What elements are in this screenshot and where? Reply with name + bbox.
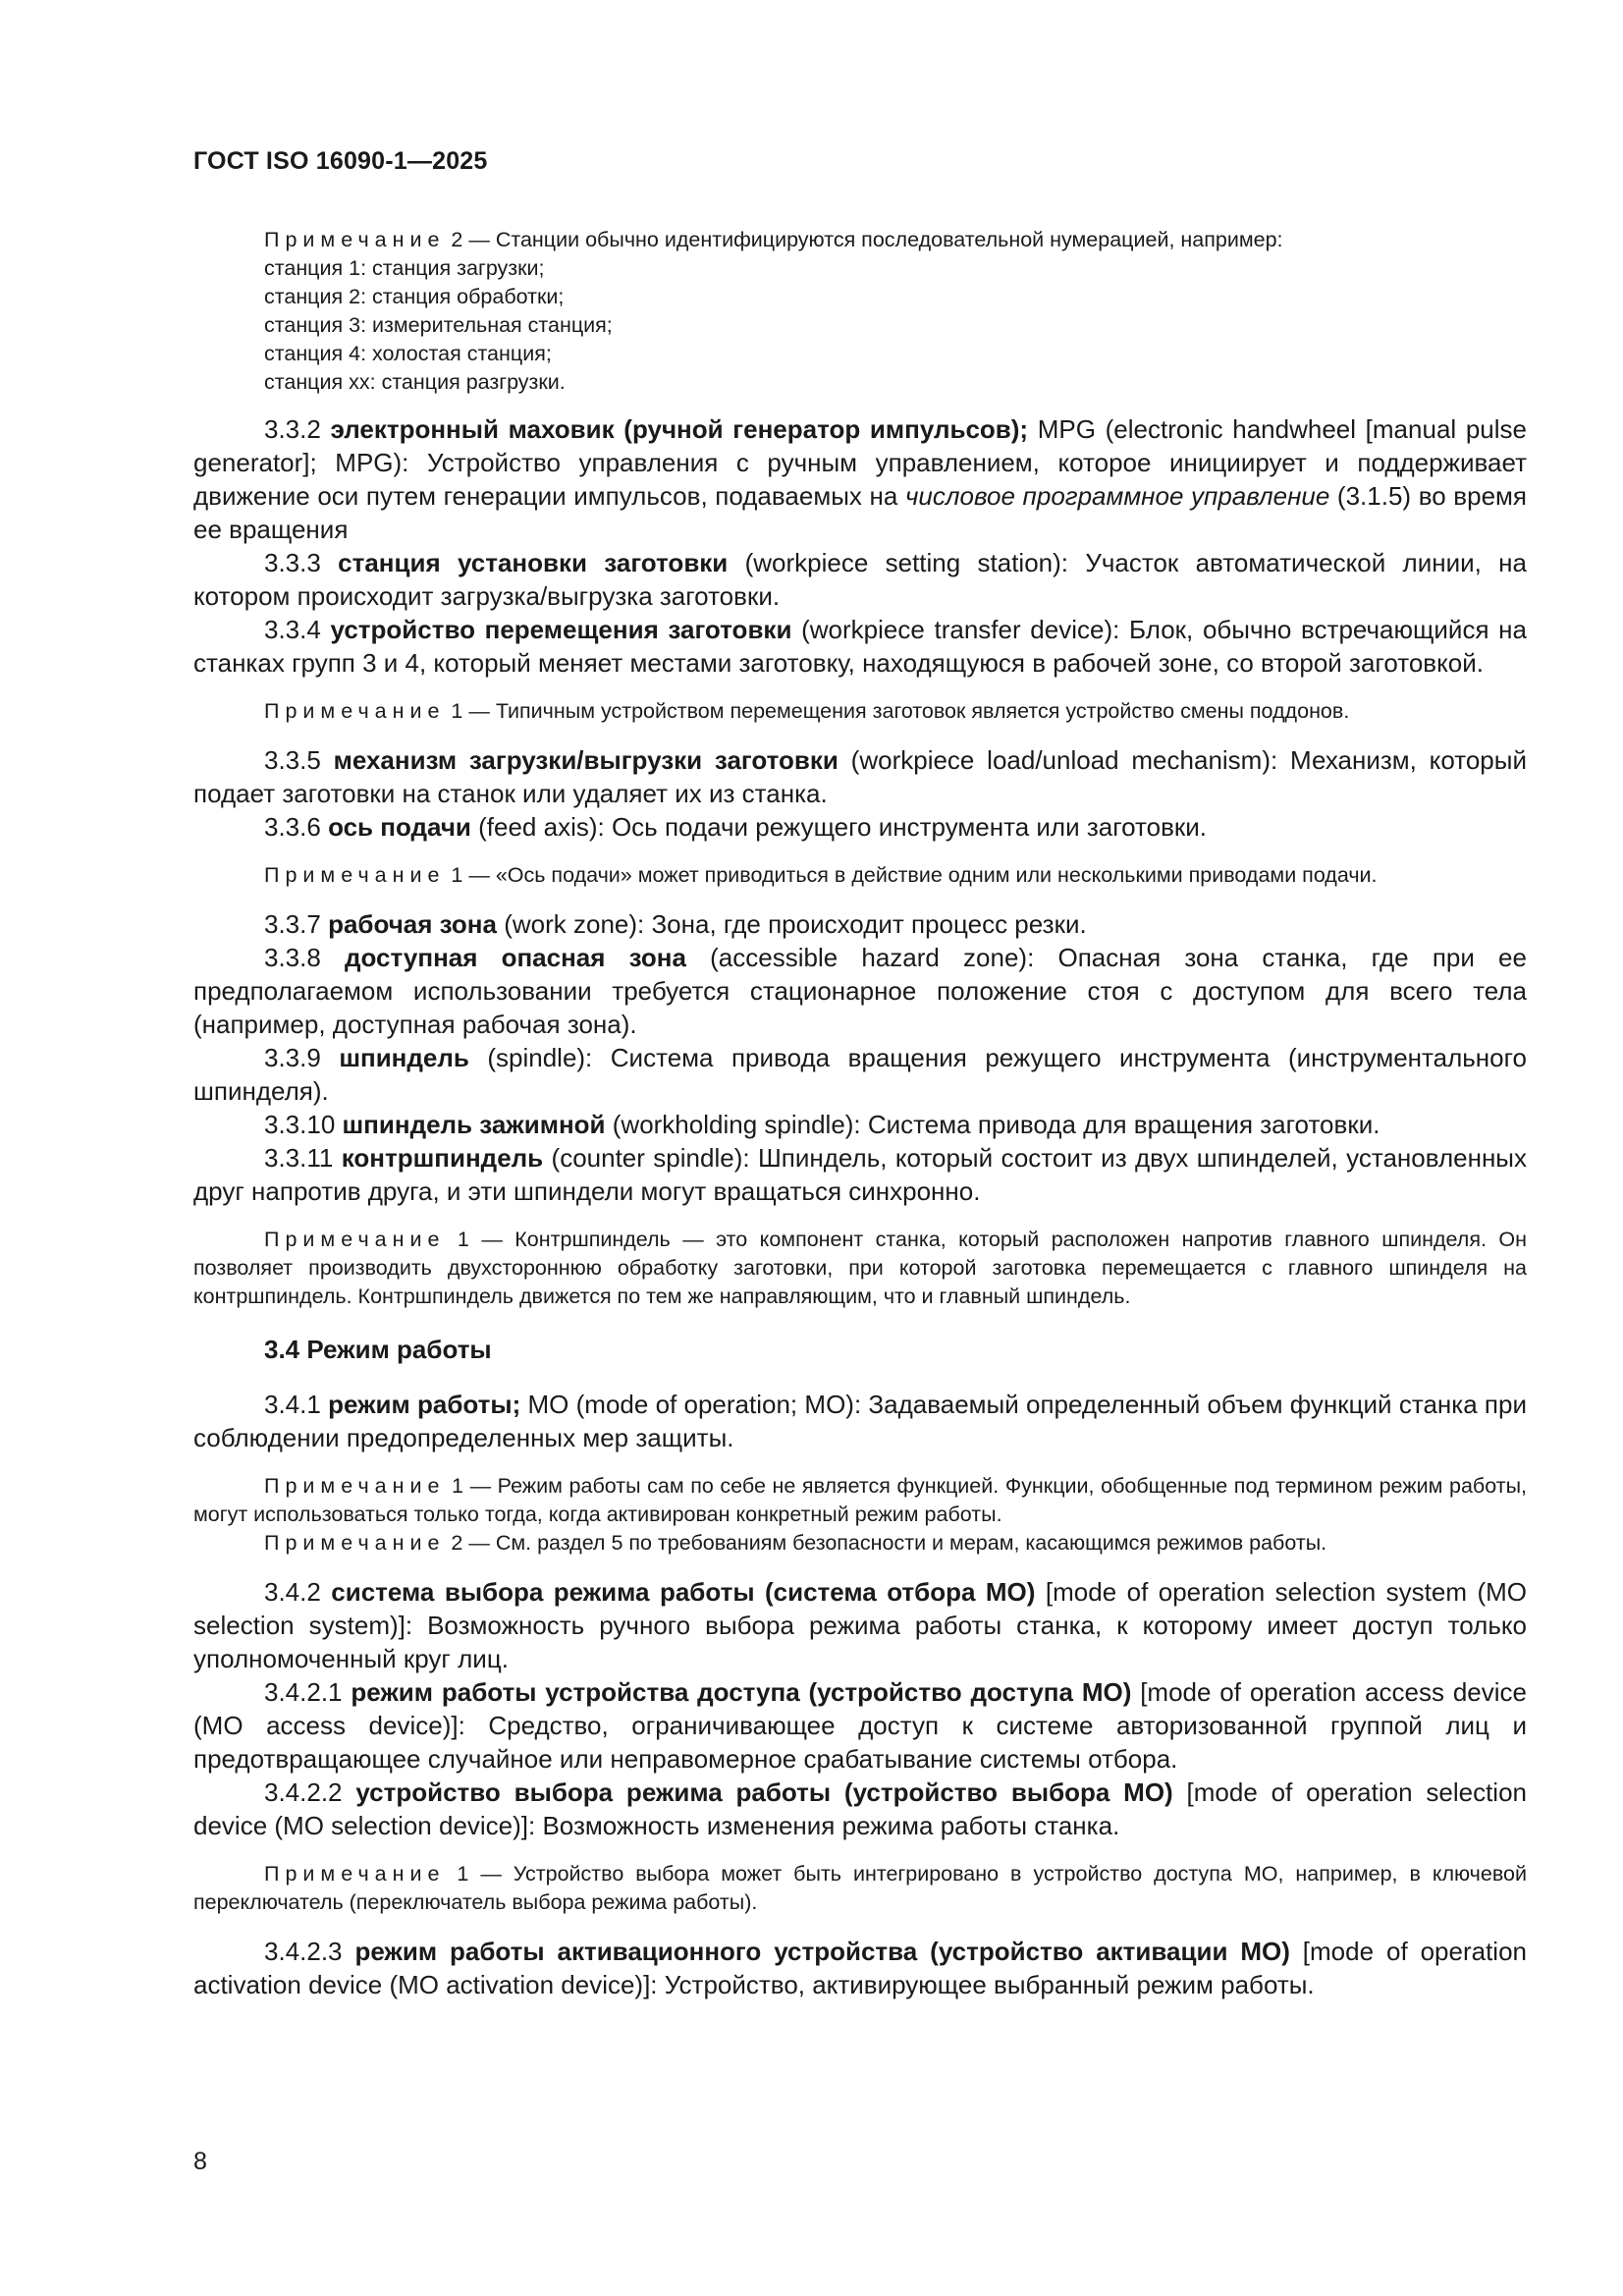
term-3-4-2-3 [193, 1935, 1527, 2001]
term-3-4-2-1 [193, 1675, 1527, 1776]
term-number: 3.3.8 [264, 943, 346, 972]
term-number: 3.3.10 [264, 1110, 343, 1139]
term-number: 3.3.4 [264, 615, 331, 644]
term-definition: (workpiece load/unload mechanism): Механизм, который подает заготовки на станок или удаляет их из станка. [193, 745, 1527, 808]
note-line [264, 226, 1527, 254]
note-label: Примечание [264, 863, 446, 887]
note-line: станция 4: холостая станция; [264, 342, 552, 365]
term-3-4-2 [193, 1575, 1527, 1675]
term-title: шпиндель зажимной [342, 1110, 606, 1139]
document-header: ГОСТ ISO 16090-1—2025 [193, 147, 488, 175]
note-label: Примечание [264, 1862, 446, 1886]
term-title: режим работы активационного устройства (устройство активации МО) [354, 1937, 1290, 1966]
term-title: устройство перемещения заготовки [330, 615, 792, 644]
term-definition: [mode of operation selection device (MO selection device)]: Возможность изменения режима работы станка. [193, 1777, 1528, 1840]
term-title: рабочая зона [328, 909, 497, 939]
term-3-3-2 [193, 412, 1527, 546]
note-label: Примечание [264, 228, 446, 251]
term-3-3-6 [193, 810, 1527, 844]
term-3-4-1 [193, 1388, 1527, 1454]
note-text: 1 — «Ось подачи» может приводиться в действие одним или несколькими приводами подачи. [445, 863, 1378, 887]
term-number: 3.3.6 [264, 812, 329, 842]
term-title: режим работы устройства доступа (устройство доступа МО) [351, 1677, 1132, 1707]
note-text: 1 — Режим работы сам по себе не является функцией. Функции, обобщенные под термином режим работы, могут использоваться только тогда, когда активирован конкретный режим работы. [193, 1474, 1527, 1526]
note-3-3-6 [193, 861, 1527, 890]
term-definition: (spindle): Система привода вращения режущего инструмента (инструментального шпинделя). [193, 1043, 1527, 1106]
note-3-4-1-b [193, 1529, 1527, 1558]
term-3-3-5 [193, 743, 1527, 810]
note-3-3-11 [193, 1226, 1527, 1311]
note-3-3-4 [193, 697, 1527, 726]
term-number: 3.3.2 [264, 414, 331, 444]
term-definition: МО (mode of operation; МО): Задаваемый определенный объем функций станка при соблюдении предопределенных мер защиты. [193, 1390, 1527, 1452]
term-definition: (workpiece transfer device): Блок, обычно встречающийся на станках групп 3 и 4, который меняет местами заготовку, находящуюся в рабочей зоне, со второй заготовкой. [193, 615, 1528, 678]
term-definition: (work zone): Зона, где происходит процесс резки. [496, 909, 1087, 939]
term-title: контршпиндель [341, 1143, 544, 1173]
term-number: 3.3.7 [264, 909, 329, 939]
term-definition: (workholding spindle): Система привода для вращения заготовки. [605, 1110, 1380, 1139]
page-number: 8 [193, 2148, 207, 2175]
note-label: Примечание [264, 1474, 446, 1498]
section-heading-3-4: 3.4 Режим работы [264, 1335, 492, 1364]
term-title: шпиндель [339, 1043, 469, 1072]
term-title: доступная опасная зона [345, 943, 686, 972]
term-3-3-11 [193, 1141, 1527, 1208]
note-stations [193, 226, 1527, 397]
note-text: 1 — Устройство выбора может быть интегрировано в устройство доступа МО, например, в ключевой переключатель (переключатель выбора режима работы). [193, 1862, 1527, 1914]
term-number: 3.4.1 [264, 1390, 329, 1419]
note-label: Примечание [264, 1531, 446, 1555]
note-label: Примечание [264, 1228, 446, 1251]
note-line: станция 3: измерительная станция; [264, 313, 613, 337]
term-definition: (accessible hazard zone): Опасная зона станка, где при ее предполагаемом использовании требуется стационарное положение стоя с доступом для всего тела (например, доступная рабочая зона). [193, 943, 1527, 1039]
note-text: 2 — Станции обычно идентифицируются последовательной нумерацией, например: [445, 228, 1283, 251]
term-definition: MPG (electronic handwheel [manual pulse generator]; MPG): Устройство управления с ручным управлением, которое инициирует и поддерживает движение оси путем генерации импульсов, подаваемых на [193, 414, 1527, 511]
term-number: 3.4.2.2 [264, 1777, 356, 1807]
term-number: 3.3.9 [264, 1043, 340, 1072]
page-content [193, 218, 1527, 2001]
note-text: 1 — Типичным устройством перемещения заготовок является устройство смены поддонов. [445, 699, 1350, 723]
term-title: режим работы; [328, 1390, 521, 1419]
term-definition: (workpiece setting station): Участок автоматической линии, на котором происходит загрузка/выгрузка заготовки. [193, 548, 1527, 611]
term-title: устройство выбора режима работы (устройство выбора МО) [355, 1777, 1173, 1807]
term-number: 3.4.2 [264, 1577, 332, 1607]
term-reference: числовое программное управление [904, 481, 1330, 511]
term-number: 3.4.2.1 [264, 1677, 352, 1707]
note-line: станция 1: станция загрузки; [264, 256, 545, 280]
term-title: ось подачи [328, 812, 471, 842]
term-definition: (feed axis): Ось подачи режущего инструмента или заготовки. [470, 812, 1208, 842]
term-definition: [mode of operation activation device (MO activation device)]: Устройство, активирующее выбранный режим работы. [193, 1937, 1527, 1999]
note-3-4-2-2 [193, 1860, 1527, 1917]
note-text: 1 — Контршпиндель — это компонент станка, который расположен напротив главного шпинделя. Он позволяет производить двухстороннюю обработку заготовки, при которой заготовка перемещается с главного шпинделя на контршпиндель. Контршпиндель движется по тем же направляющим, что и главный шпиндель. [193, 1228, 1527, 1308]
term-3-3-3 [193, 546, 1527, 613]
term-3-3-8 [193, 941, 1527, 1041]
term-number: 3.3.11 [264, 1143, 342, 1173]
term-title: система выбора режима работы (система отбора МО) [331, 1577, 1036, 1607]
term-number: 3.4.2.3 [264, 1937, 355, 1966]
note-line: станция 2: станция обработки; [264, 285, 565, 308]
note-line: станция хх: станция разгрузки. [264, 370, 566, 394]
term-title: электронный маховик (ручной генератор импульсов); [330, 414, 1029, 444]
term-3-3-9 [193, 1041, 1527, 1108]
term-3-3-4 [193, 613, 1527, 680]
term-definition: [mode of operation access device (MO access device)]: Средство, ограничивающее доступ к системе авторизованной группой лиц и предотвращающее случайное или неправомерное срабатывание системы отбора. [193, 1677, 1528, 1774]
note-text: 2 — См. раздел 5 по требованиям безопасности и мерам, касающимся режимов работы. [445, 1531, 1327, 1555]
term-title: станция установки заготовки [338, 548, 729, 577]
term-definition: (counter spindle): Шпиндель, который состоит из двух шпинделей, установленных друг напротив друга, и эти шпиндели могут вращаться синхронно. [193, 1143, 1527, 1206]
term-title: механизм загрузки/выгрузки заготовки [333, 745, 839, 775]
note-3-4-1-a [193, 1472, 1527, 1529]
term-number: 3.3.3 [264, 548, 339, 577]
term-definition: (3.1.5) во время ее вращения [193, 481, 1527, 544]
term-3-4-2-2 [193, 1776, 1527, 1842]
term-3-3-10 [193, 1108, 1527, 1141]
term-3-3-7 [193, 907, 1527, 941]
note-label: Примечание [264, 699, 446, 723]
term-definition: [mode of operation selection system (MO selection system)]: Возможность ручного выбора режима работы станка, к которому имеет доступ только уполномоченный круг лиц. [193, 1577, 1528, 1673]
term-number: 3.3.5 [264, 745, 334, 775]
